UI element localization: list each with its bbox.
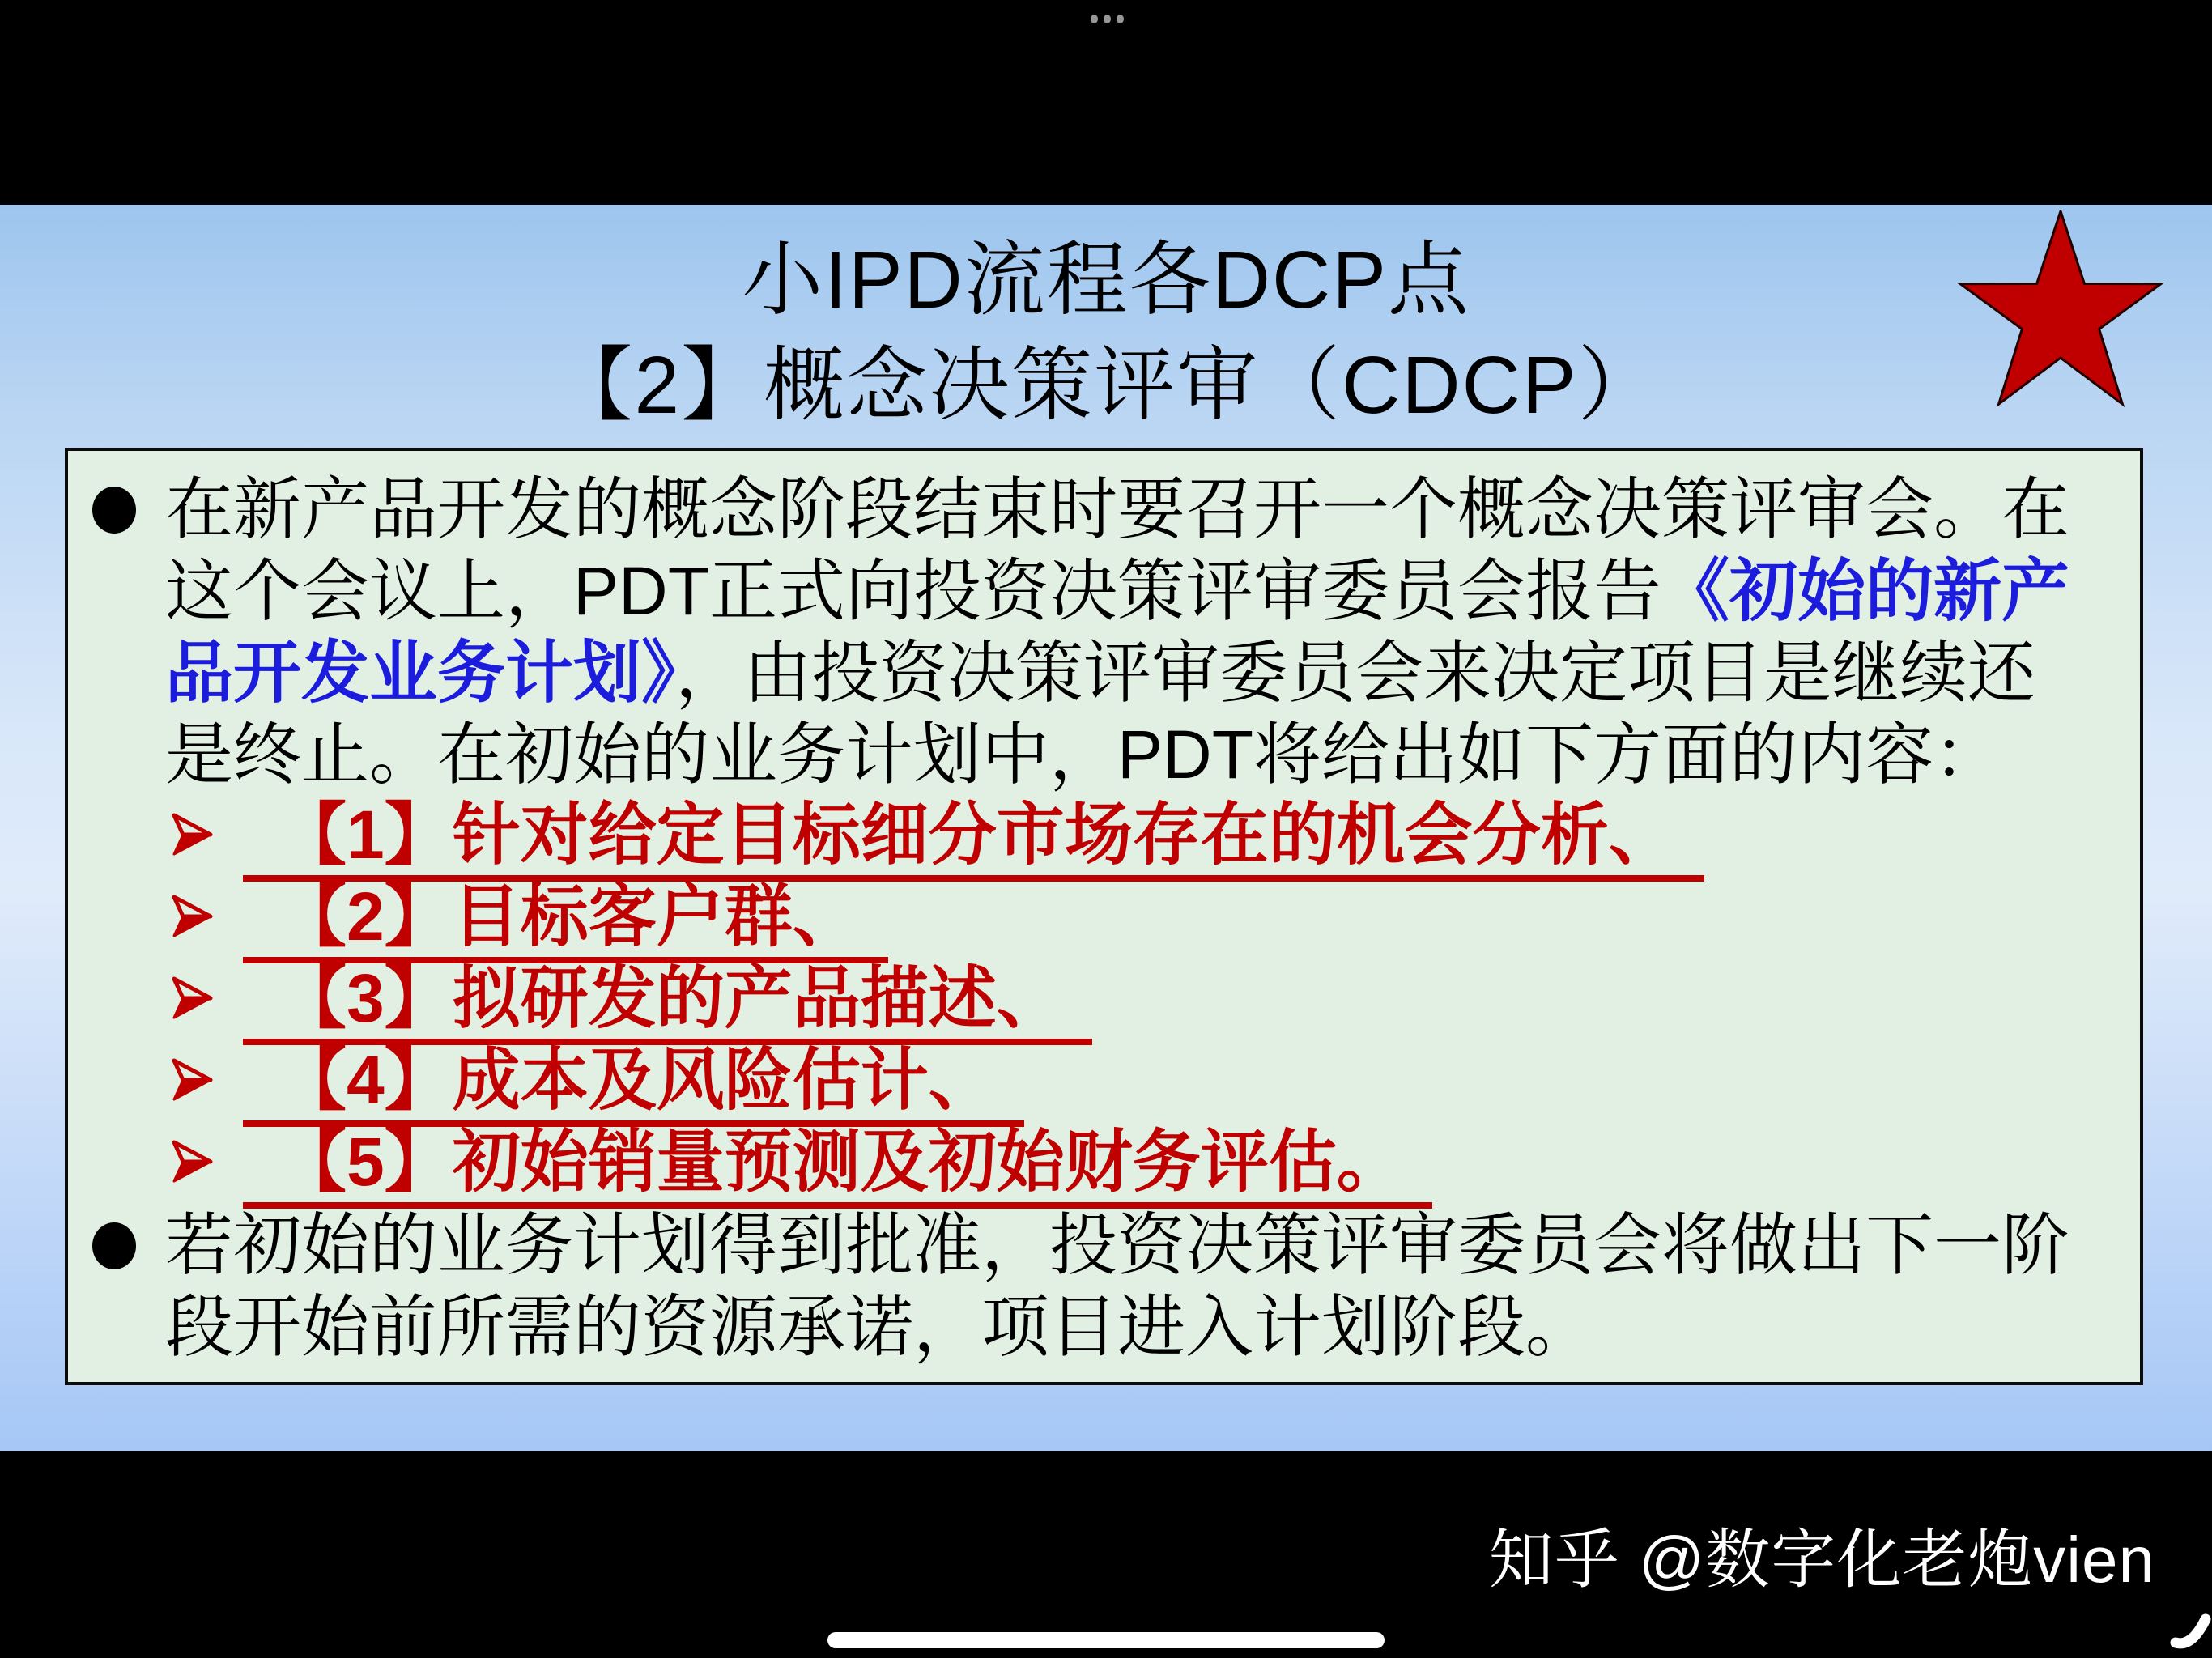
slide-title — [0, 227, 2212, 438]
list-item-text: 【4】成本及风险估计、 — [243, 1041, 1024, 1127]
bullet-dot-icon — [92, 487, 136, 534]
bullet-dot-icon — [92, 1222, 136, 1269]
slide-canvas — [0, 205, 2212, 1451]
pill-dot-icon — [1091, 15, 1098, 23]
home-indicator[interactable] — [827, 1632, 1385, 1648]
text-line: 若初始的业务计划得到批准，投资决策评审委员会将做出下一阶 — [165, 1207, 2070, 1283]
bullet-paragraph-1 — [71, 469, 2127, 796]
red-star-icon — [1951, 210, 2170, 412]
arrow-bullet-icon — [170, 976, 217, 1021]
list-item — [170, 1123, 2127, 1205]
pill-dot-icon — [1117, 15, 1124, 23]
list-item-text: 【3】拟研发的产品描述、 — [243, 959, 1092, 1045]
text-line: 段开始前所需的资源承诺，项目进入计划阶段。 — [165, 1289, 1594, 1365]
text-line: 是终止。在初始的业务计划中，PDT将给出如下方面的内容： — [165, 716, 2002, 793]
list-item — [170, 796, 2127, 878]
title-line-2: 【2】概念决策评审（CDCP） — [551, 340, 1661, 431]
list-item — [170, 1041, 2127, 1123]
arrow-bullet-icon — [170, 894, 217, 939]
list-item-text: 【5】初始销量预测及初始财务评估。 — [243, 1123, 1432, 1209]
multitask-pill[interactable] — [1091, 15, 1124, 23]
list-item-text: 【1】针对给定目标细分市场存在的机会分析、 — [243, 796, 1704, 882]
title-line-1: 小IPD流程各DCP点 — [742, 235, 1470, 325]
bullet2-text — [165, 1205, 2069, 1368]
watermark: 知乎 @数字化老炮vien — [1488, 1524, 2155, 1596]
arrow-bullet-icon — [170, 812, 217, 857]
pen-stroke-icon — [2170, 1609, 2212, 1652]
bullet1-text — [165, 469, 2069, 796]
bullet-paragraph-2 — [71, 1205, 2127, 1368]
arrow-bullet-icon — [170, 1139, 217, 1184]
text-line: 这个会议上，PDT正式向投资决策评审委员会报告《初始的新产 — [165, 553, 2070, 629]
list-item — [170, 878, 2127, 959]
content-box — [65, 448, 2143, 1385]
text-line: 品开发业务计划》，由投资决策评审委员会来决定项目是继续还 — [165, 635, 2036, 711]
arrow-bullet-icon — [170, 1057, 217, 1103]
list-item — [170, 959, 2127, 1041]
list-item-text: 【2】目标客户群、 — [243, 878, 888, 963]
text-line: 在新产品开发的概念阶段结束时要召开一个概念决策评审会。在 — [165, 471, 2070, 547]
decision-item-list — [170, 796, 2127, 1205]
pill-dot-icon — [1104, 15, 1111, 23]
